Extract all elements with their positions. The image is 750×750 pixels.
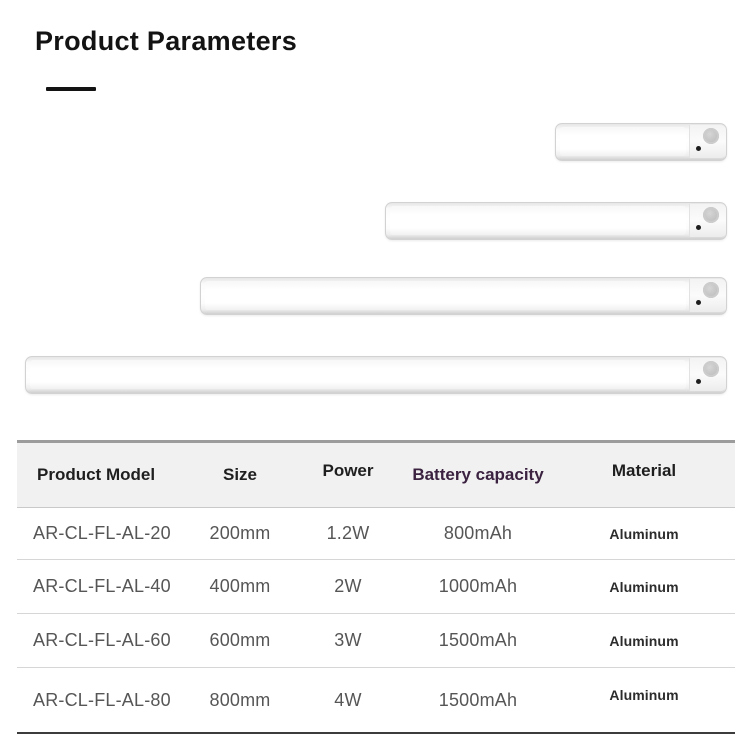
- cell-material: Aluminum: [609, 525, 679, 542]
- light-bar-sensor-section: [689, 358, 726, 391]
- cell-battery-capacity: 1500mAh: [438, 630, 518, 650]
- header-material: Material: [611, 461, 677, 480]
- header-size: Size: [222, 465, 258, 484]
- cell-material: Aluminum: [609, 632, 679, 649]
- motion-sensor-icon: [703, 361, 719, 377]
- led-indicator-icon: [696, 300, 701, 305]
- cell-product-model: AR-CL-FL-AL-80: [33, 689, 171, 710]
- table-row: [17, 614, 735, 668]
- cell-power: 4W: [334, 689, 362, 710]
- motion-sensor-icon: [703, 207, 719, 223]
- cell-size: 200mm: [209, 523, 271, 543]
- cell-power: 3W: [334, 630, 362, 650]
- cell-size: 400mm: [209, 576, 271, 596]
- cell-product-model: AR-CL-FL-AL-20: [33, 523, 171, 543]
- light-bar-diffuser-panel: [560, 127, 686, 156]
- title-underline: [46, 87, 96, 91]
- light-bar-sensor-section: [689, 125, 726, 158]
- cell-power: 2W: [334, 576, 362, 596]
- light-bar-diffuser-panel: [390, 206, 686, 235]
- light-bar-diffuser-panel: [30, 360, 686, 389]
- cell-power: 1.2W: [326, 523, 370, 543]
- table-row: [17, 508, 735, 560]
- light-bar-diffuser-panel: [205, 281, 686, 310]
- motion-sensor-icon: [703, 282, 719, 298]
- led-indicator-icon: [696, 225, 701, 230]
- header-power: Power: [322, 461, 374, 480]
- light-bar-800mm: [25, 356, 727, 394]
- table-row: [17, 668, 735, 734]
- light-bar-600mm: [200, 277, 727, 315]
- cell-battery-capacity: 800mAh: [443, 523, 513, 543]
- light-bar-sensor-section: [689, 204, 726, 237]
- light-bar-sensor-section: [689, 279, 726, 312]
- cell-battery-capacity: 1500mAh: [438, 689, 518, 710]
- spec-table: [17, 440, 735, 734]
- table-header-row: [17, 443, 735, 508]
- cell-size: 800mm: [209, 689, 271, 710]
- cell-battery-capacity: 1000mAh: [438, 576, 518, 596]
- motion-sensor-icon: [703, 128, 719, 144]
- led-indicator-icon: [696, 146, 701, 151]
- header-battery-capacity: Battery capacity: [412, 465, 544, 484]
- table-row: [17, 560, 735, 614]
- cell-product-model: AR-CL-FL-AL-40: [33, 576, 171, 596]
- light-bar-200mm: [555, 123, 727, 161]
- cell-product-model: AR-CL-FL-AL-60: [33, 630, 171, 650]
- cell-material: Aluminum: [609, 578, 679, 595]
- light-bar-400mm: [385, 202, 727, 240]
- led-indicator-icon: [696, 379, 701, 384]
- cell-material: Aluminum: [609, 687, 679, 703]
- page-title: Product Parameters: [35, 26, 298, 56]
- cell-size: 600mm: [209, 630, 271, 650]
- header-product-model: Product Model: [37, 465, 156, 484]
